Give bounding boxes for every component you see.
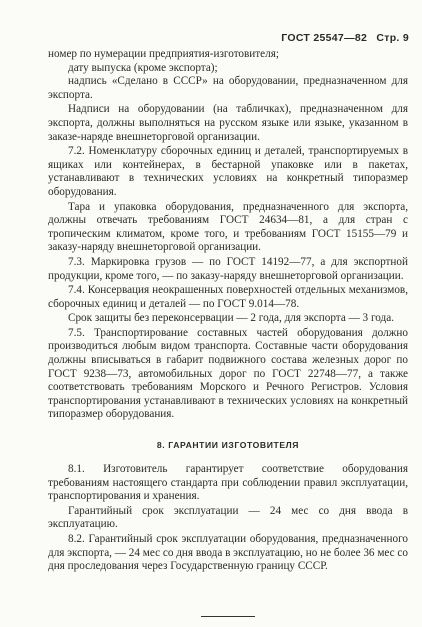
document-body <box>48 48 408 617</box>
paragraph: дату выпуска (кроме экспорта); <box>68 61 218 74</box>
paragraph: Срок защиты без переконсервации — 2 года, для экспорта — 3 года. <box>68 312 394 325</box>
section-8-text <box>48 463 408 574</box>
page-header <box>275 32 409 44</box>
section-title: 8. ГАРАНТИИ ИЗГОТОВИТЕЛЯ <box>156 440 300 451</box>
end-rule <box>201 616 255 617</box>
paragraph: 7.5. Транспортирование составных частей оборудования должно производиться любым видом транспорта. Составные части оборудования должны вписываться в габарит подвижного состава железных дорог по ГОСТ 9238—73, автомобильных дорог по ГОСТ 22748—77, а также соответствовать требованиям Морского и Речного Регистров. Условия транспортирования устанавливают в технических условиях на конкретный типоразмер оборудования. <box>48 326 408 421</box>
paragraph: Надписи на оборудовании (на табличках), предназначенном для экспорта, должны выполняться на русском языке или языке, указанном в заказе-наряде внешнеторговой организации. <box>48 103 408 143</box>
paragraph: 7.3. Маркировка грузов — по ГОСТ 14192—77, а для экспортной продукции, кроме того, — по заказу-наряду внешнеторговой организации. <box>48 255 408 282</box>
paragraph: надпись «Сделано в СССР» на оборудовании, предназначенном для экспорта. <box>48 75 408 101</box>
paragraph: 7.4. Консервация неокрашенных поверхностей отдельных механизмов, сборочных единиц и деталей — по ГОСТ 9.014—78. <box>48 284 408 310</box>
paragraph: Тара и упаковка оборудования, предназначенного для экспорта, должны отвечать требованиям ГОСТ 24634—81, а для стран с тропическим климатом, кроме того, и требованиям ГОСТ 15155—79 и заказу-наряду внешнеторговой организации. <box>48 200 408 254</box>
paragraph: Гарантийный срок эксплуатации — 24 мес со дня ввода в эксплуатацию. <box>48 504 408 531</box>
page-number: Стр. 9 <box>376 32 409 44</box>
standard-number: ГОСТ 25547—82 <box>281 32 368 44</box>
section-7-text <box>48 48 408 422</box>
paragraph: 7.2. Номенклатуру сборочных единиц и деталей, транспортируемых в ящиках или контейнерах, в бестарной упаковке или в пакетах, устанавливают в технических условиях на конкретный типоразмер оборудования. <box>48 145 408 198</box>
paragraph: номер по нумерации предприятия-изготовителя; <box>48 48 279 60</box>
paragraph: 8.2. Гарантийный срок эксплуатации оборудования, предназначенного для экспорта, — 24 мес со дня ввода в эксплуатацию, но не более 36 мес со дня проследования через Государственную границу СССР. <box>48 533 408 573</box>
paragraph: 8.1. Изготовитель гарантирует соответствие оборудования требованиям настоящего стандарта при соблюдении правил эксплуатации, транспортирования и хранения. <box>48 463 408 503</box>
